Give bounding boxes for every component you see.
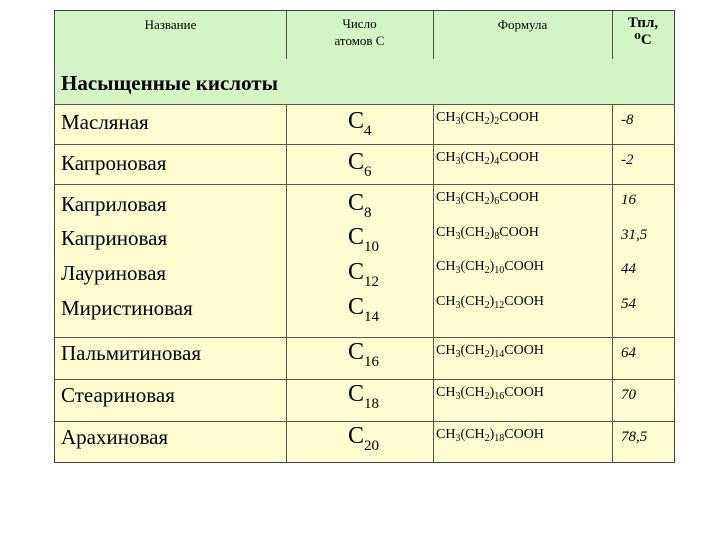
row-divider: [55, 421, 674, 422]
carbon-count: $C_4$: [348, 108, 372, 139]
carbon-count: $C_8$: [348, 190, 372, 221]
carbon-count: $C_{14}$: [348, 294, 380, 325]
melting-point: 16: [621, 192, 636, 208]
row-divider: [55, 144, 674, 145]
formula: $CH_3(CH_2)_{18}COOH$: [436, 427, 544, 444]
acid-name: Арахиновая: [61, 425, 169, 449]
header-name-label: Название: [144, 17, 197, 32]
acids-table: [54, 10, 675, 463]
melting-point: 70: [621, 387, 636, 403]
melting-point: 31,5: [621, 227, 648, 243]
column-divider: [433, 104, 434, 462]
formula: $CH_3(CH_2)_6COOH$: [436, 190, 539, 207]
melting-point: -2: [621, 152, 634, 168]
carbon-count: $C_{12}$: [348, 259, 380, 290]
formula: $CH_3(CH_2)_{12}COOH$: [436, 294, 544, 311]
header-name: [55, 16, 286, 33]
melting-point: 64: [621, 345, 636, 361]
acid-name: Каприловая: [61, 192, 167, 216]
formula: $CH_3(CH_2)_2COOH$: [436, 110, 539, 127]
header-atoms-line1: Число: [342, 16, 377, 31]
carbon-count: $C_{20}$: [348, 423, 380, 454]
row-divider: [55, 104, 674, 105]
formula: $CH_3(CH_2)_{10}COOH$: [436, 259, 544, 276]
header-formula-label: Формула: [497, 17, 548, 32]
column-divider: [612, 104, 613, 462]
section-title: Насыщенные кислоты: [61, 71, 279, 95]
melting-point: 54: [621, 296, 636, 312]
acid-name: Стеариновая: [61, 383, 175, 407]
acid-name: Масляная: [61, 110, 149, 134]
header-atoms: [286, 15, 433, 49]
header-temp: [612, 15, 674, 49]
carbon-count: $C_6$: [348, 149, 372, 180]
formula: $CH_3(CH_2)_8COOH$: [436, 225, 539, 242]
row-divider: [55, 379, 674, 380]
carbon-count: $C_{10}$: [348, 224, 380, 255]
row-divider: [55, 184, 674, 185]
row-divider: [55, 337, 674, 338]
acid-name: Пальмитиновая: [61, 341, 202, 365]
formula: $CH_3(CH_2)_{14}COOH$: [436, 343, 544, 360]
melting-point: 44: [621, 261, 636, 277]
acid-name: Миристиновая: [61, 296, 193, 320]
melting-point: -8: [621, 112, 634, 128]
header-formula: [433, 16, 612, 33]
acid-name: Капроновая: [61, 151, 167, 175]
carbon-count: $C_{18}$: [348, 381, 380, 412]
melting-point: 78,5: [621, 429, 648, 445]
column-divider: [286, 104, 287, 462]
acid-name: Каприновая: [61, 226, 168, 250]
formula: $CH_3(CH_2)_4COOH$: [436, 150, 539, 167]
acid-name: Лауриновая: [61, 261, 167, 285]
header-temp-line2: ⁰С: [634, 32, 652, 48]
header-atoms-line2: атомов С: [334, 33, 385, 48]
header-temp-line1: Тпл,: [627, 15, 659, 31]
formula: $CH_3(CH_2)_{16}COOH$: [436, 385, 544, 402]
carbon-count: $C_{16}$: [348, 339, 380, 370]
